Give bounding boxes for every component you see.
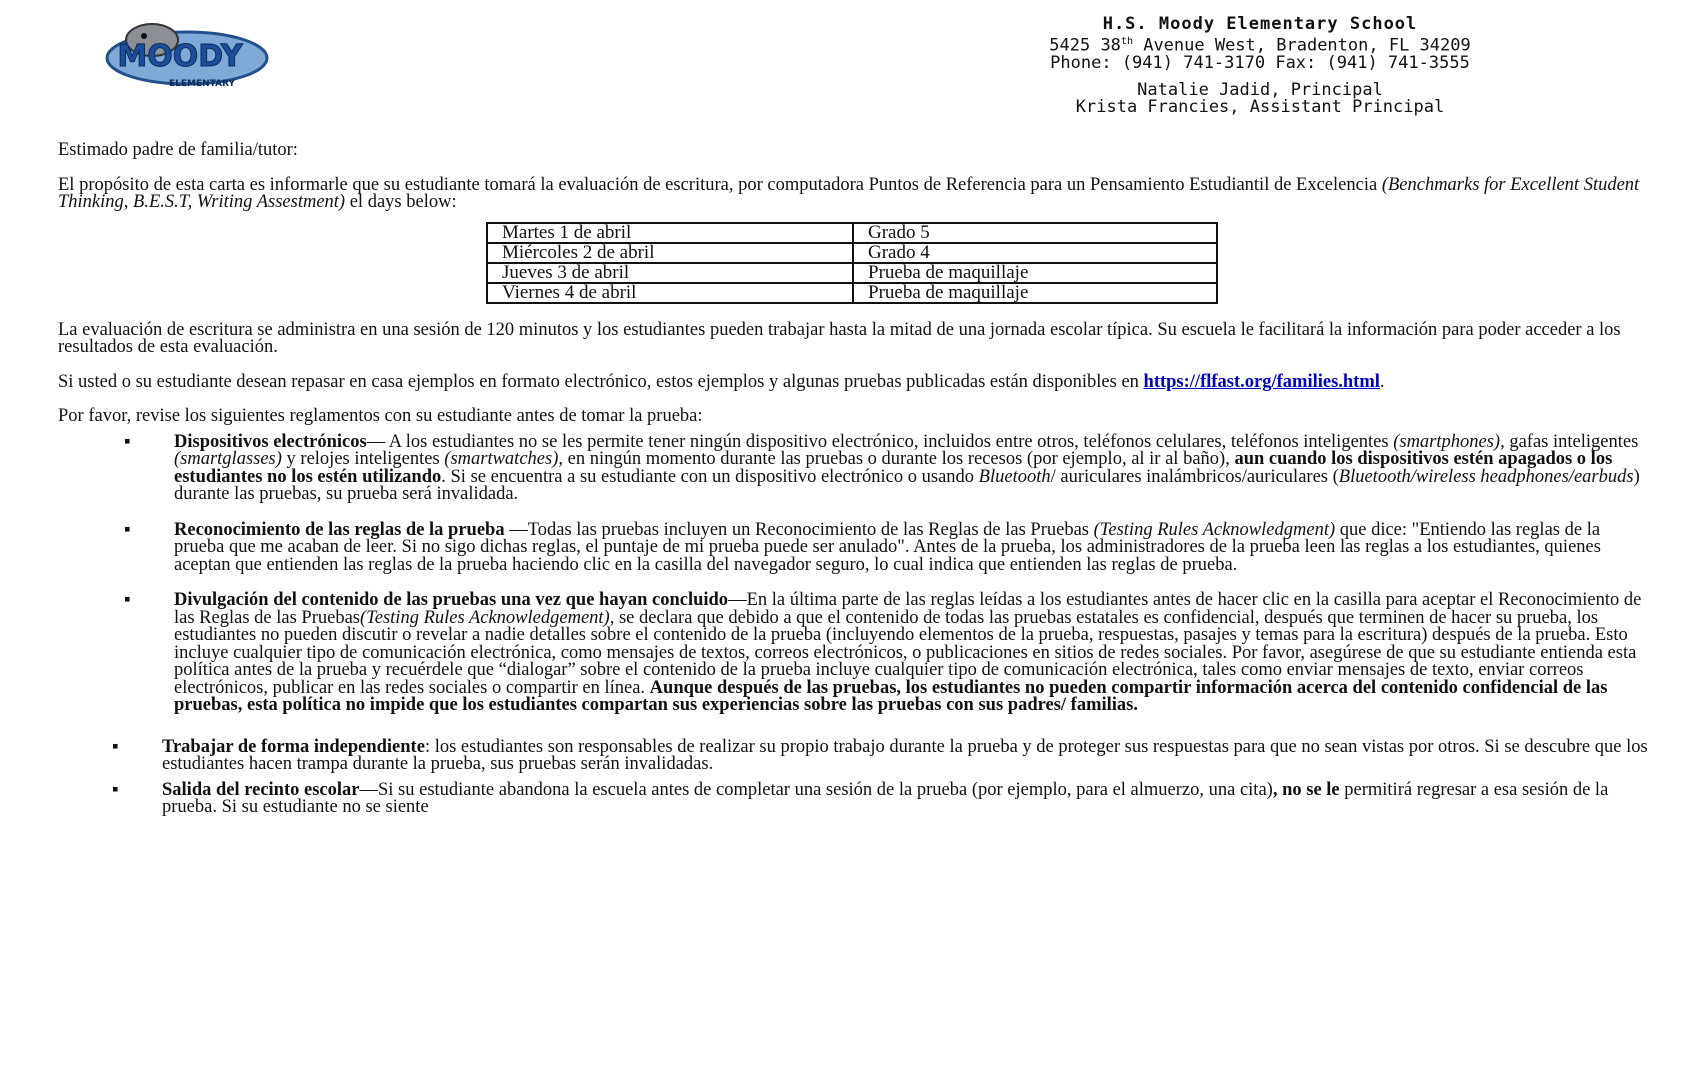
principal-name: Natalie Jadid, Principal	[1137, 79, 1383, 100]
rule-leaving: ▪ Salida del recinto escolar—Si su estudiante abandona la escuela antes de completar una sesión de la prueba (por ejemplo, para el almuerzo, una cita), no se le permitirá regresar a esa sesión de la prueba. Si su estudiante no se siente	[112, 779, 1609, 817]
logo-text: MOODY	[117, 39, 243, 74]
table-row: Viernes 4 de abril Prueba de maquillaje	[487, 283, 1217, 303]
rule-devices: ▪ Dispositivos electrónicos— A los estudiantes no se les permite tener ningún dispositivo electrónico, incluidos entre otros, teléfonos celulares, teléfonos inteligentes (smartphones), gafas inteligentes (smartglasses) y relojes inteligentes (smartwatches), en ningún momento durante las pruebas o durante los recesos (por ejemplo, al ir al baño), aun cuando los dispositivos estén apagados o los estudiantes no los estén utilizando. Si se encuentra a su estudiante con un dispositivo electrónico o usando Bluetooth/ auriculares inalámbricos/auriculares (Bluetooth/wireless headphones/earbuds) durante las pruebas, su prueba será invalidada.	[124, 431, 1640, 504]
bullet-icon: ▪	[124, 431, 131, 452]
table-row: Miércoles 2 de abril Grado 4	[487, 243, 1217, 263]
school-name: H.S. Moody Elementary School	[1102, 14, 1418, 34]
review-paragraph: Por favor, revise los siguientes reglamentos con su estudiante antes de tomar la prueba:	[58, 406, 703, 426]
bullet-icon: ▪	[124, 519, 131, 540]
rule-independent: ▪ Trabajar de forma independiente: los estudiantes son responsables de realizar su propio trabajo durante la prueba y de proteger sus respuestas para que no sean vistas por otros. Si se descubre que los estudiantes hacen trampa durante la prueba, sus pruebas serán invalidadas.	[112, 736, 1648, 774]
intro-paragraph: El propósito de esta carta es informarle que su estudiante tomará la evaluación de escritura, por computadora Puntos de Referencia para un Pensamiento Estudiantil de Excelencia (Benchmarks for Excellent Student Thinking, B.E.S.T, Writing Assestment) el days below:	[58, 174, 1640, 212]
letterhead	[880, 16, 1640, 116]
greeting: Estimado padre de familia/tutor:	[58, 140, 298, 160]
bullet-icon: ▪	[124, 590, 131, 610]
schedule-table	[486, 222, 1218, 304]
school-phone: Phone: (941) 741-3170 Fax: (941) 741-3555	[1050, 52, 1470, 73]
school-logo	[92, 14, 272, 94]
assistant-principal-name: Krista Francies, Assistant Principal	[1075, 96, 1445, 117]
practice-paragraph: Si usted o su estudiante desean repasar en casa ejemplos en formato electrónico, estos ejemplos y algunas pruebas publicadas están disponibles en https://flfast.org/families.html.	[58, 371, 1385, 392]
table-row: Martes 1 de abril Grado 5	[487, 223, 1217, 243]
session-paragraph: La evaluación de escritura se administra en una sesión de 120 minutos y los estudiantes pueden trabajar hasta la mitad de una jornada escolar típica. Su escuela le facilitará la información para poder acceder a los resultados de esta evaluación.	[58, 319, 1621, 357]
logo-subtext: ELEMENTARY	[168, 79, 236, 89]
families-link[interactable]: https://flfast.org/families.html	[1143, 371, 1380, 392]
table-row: Jueves 3 de abril Prueba de maquillaje	[487, 263, 1217, 283]
rule-disclosure: ▪ Divulgación del contenido de las pruebas una vez que hayan concluido—En la última parte de las reglas leídas a los estudiantes antes de hacer clic en la casilla para aceptar el Reconocimiento de las Reglas de las Pruebas(Testing Rules Acknowledgement), se declara que debido a que el contenido de todas las pruebas estatales es confidencial, después que terminen de hacer su prueba, los estudiantes no pueden discutir o revelar a nadie detalles sobre el contenido de la prueba (incluyendo elementos de la prueba, respuestas, pasajes y temas para la escritura) después de la prueba. Esto incluye cualquier tipo de comunicación electrónica, como mensajes de textos, correos electrónicos, o publicaciones en sitios de redes sociales. Por favor, asegúrese de que su estudiante entienda esta política antes de la prueba y recuérdele que “dialogar” sobre el contenido de la prueba incluye cualquier tipo de comunicación electrónica, tales como enviar mensajes de texto, enviar correos electrónicos, publicar en las redes sociales o compartir en línea. Aunque después de las pruebas, los estudiantes no pueden compartir información acerca del contenido confidencial de las pruebas, esta política no impide que los estudiantes compartan sus experiencias sobre las pruebas con sus padres/ familias.	[124, 590, 1642, 715]
school-address: 5425 38th Avenue West, Bradenton, FL 34209	[1049, 35, 1471, 56]
rules-list	[58, 431, 1648, 817]
rule-acknowledgment: ▪ Reconocimiento de las reglas de la prueba —Todas las pruebas incluyen un Reconocimiento de las Reglas de las Pruebas (Testing Rules Acknowledgment) que dice: "Entiendo las reglas de la prueba que me acaban de leer. Si no sigo dichas reglas, el puntaje de mi prueba puede ser anulado". Antes de la prueba, los administradores de la prueba leen las reglas a los estudiantes, quienes aceptan que entienden las reglas de la prueba haciendo clic en la casilla del navegador seguro, lo cual indica que entienden las reglas de prueba.	[124, 519, 1601, 575]
bullet-icon: ▪	[112, 736, 119, 757]
bullet-icon: ▪	[112, 779, 119, 800]
letter-body	[58, 142, 1648, 825]
